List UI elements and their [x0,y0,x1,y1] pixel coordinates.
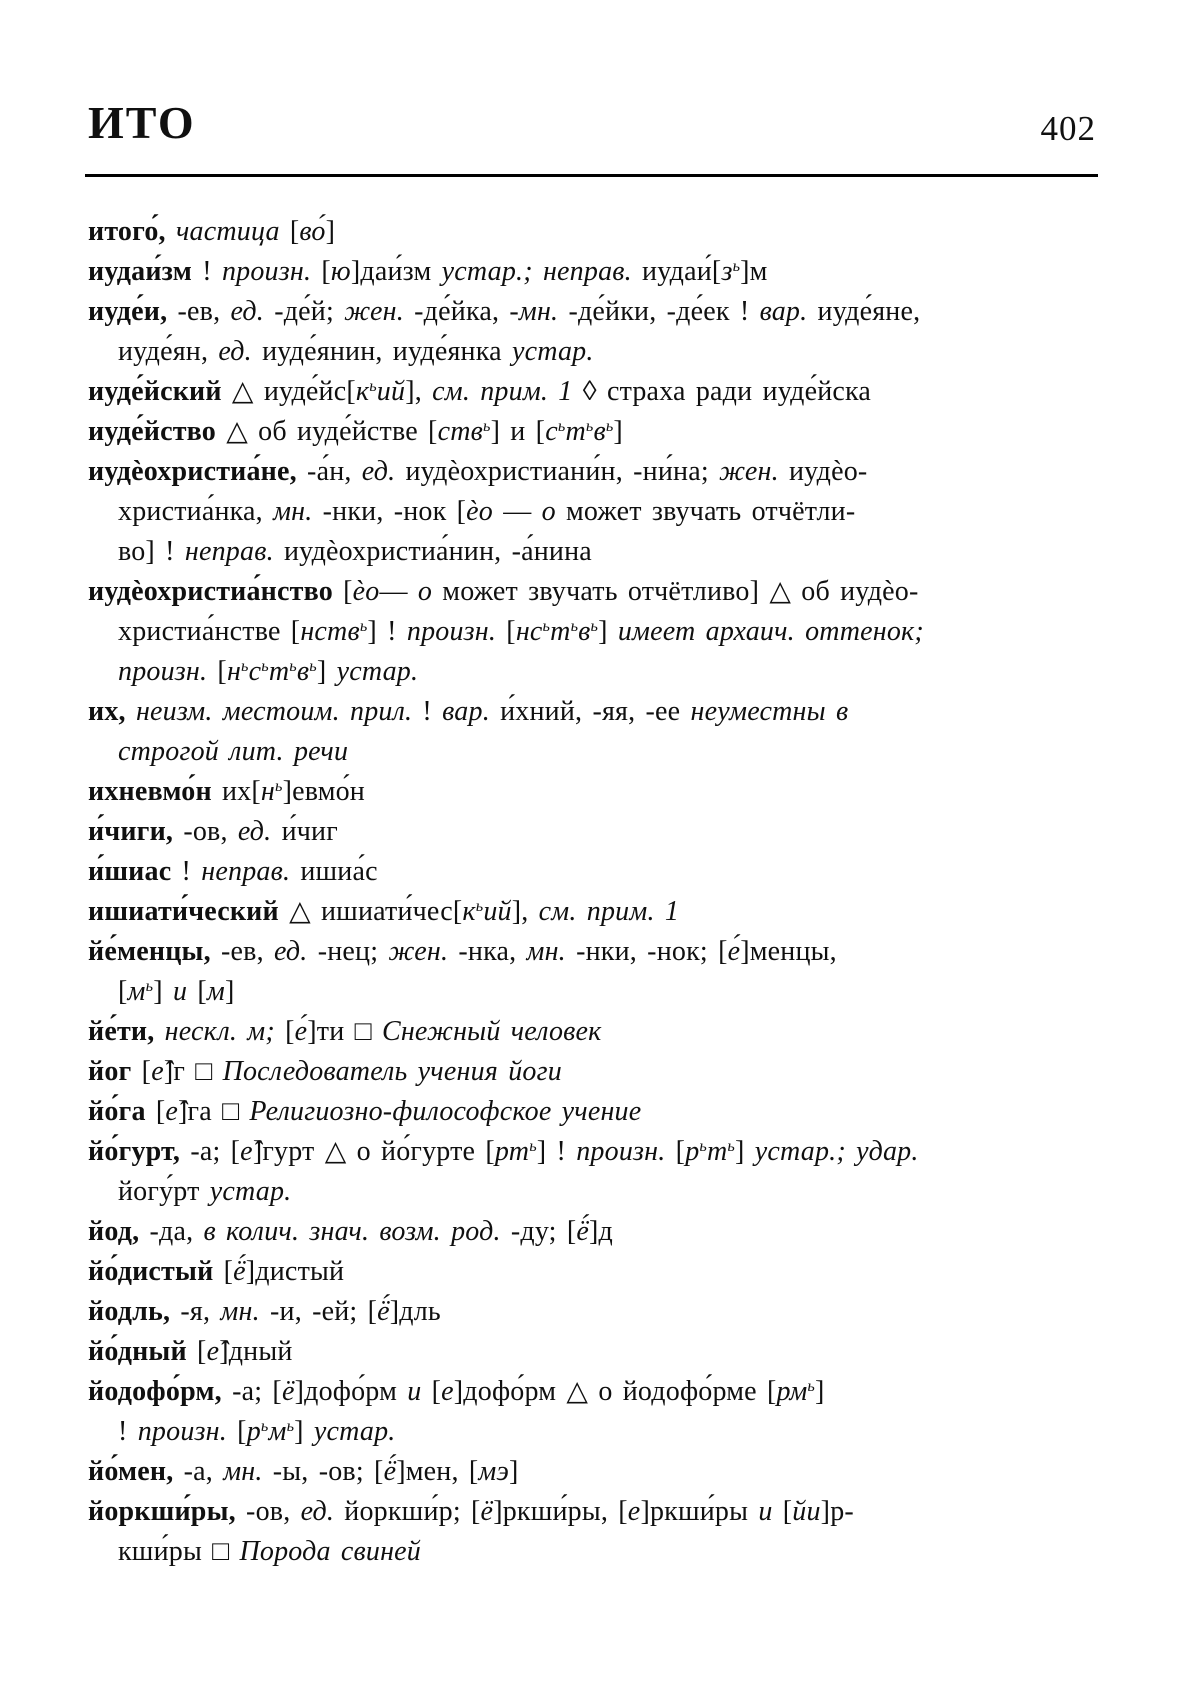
text-segment: ]д [589,1216,614,1247]
text-segment: Порода свиней [239,1536,422,1567]
text-segment: ! [202,256,222,287]
text-segment: в колич. знач. возм. род. [203,1216,511,1247]
text-segment: неправ. [201,856,301,887]
text-segment: ]даи́зм [350,256,442,287]
text-segment: и́чиг [281,816,338,847]
text-segment: [ [421,1376,442,1407]
entry-line [88,692,1108,732]
header-divider-rule [85,174,1098,177]
entry-line [88,492,1108,532]
text-segment: устар.; неправ. [441,256,643,287]
headword: йо́дный [88,1336,198,1367]
text-segment: ь [260,1417,269,1436]
text-segment: в [296,656,310,687]
headword: йе́ти, [88,1016,165,1047]
text-segment: ] ! [367,616,407,647]
text-segment: -а́н, [307,456,362,487]
text-segment: -да, [149,1216,204,1247]
text-segment: -нки, -нок [ [322,496,467,527]
text-segment: [ [772,1496,793,1527]
text-segment: ]дистый [245,1256,345,1287]
text-segment: ! [118,1416,138,1447]
text-segment: неуместны в [690,696,849,727]
text-segment: неправ. [184,536,284,567]
text-segment: т [550,616,571,647]
text-segment: может звучать отчётливо] △ об иудѐо- [432,576,919,607]
entry-line [88,1212,1108,1252]
text-segment: н [260,776,275,807]
entry-line [88,1412,1108,1452]
text-segment: -ов, [183,816,238,847]
text-segment: [ [141,1056,152,1087]
text-segment: строгой лит. речи [118,736,349,767]
text-segment: устар. [209,1176,292,1207]
entry-line [88,212,1108,252]
text-segment: ё́ [377,1296,390,1327]
text-segment: ]мен, [ [396,1456,479,1487]
text-segment: ] и [ [490,416,546,447]
text-segment: р [246,1416,261,1447]
text-segment: [ [217,656,227,687]
text-segment: ! [181,856,202,887]
text-segment: ё́ [576,1216,590,1247]
text-segment: м [127,976,146,1007]
text-segment: -ев, [221,936,274,967]
text-segment: ◊ страха ради иуде́йска [582,376,872,407]
text-segment: во] ! [118,536,185,567]
text-segment: и [407,1376,422,1407]
headword: йо́дистый [88,1256,224,1287]
text-segment: е̂ [165,1096,179,1127]
text-segment: ь [289,657,297,676]
text-segment: -и, -ей; [ [269,1296,378,1327]
text-segment: -нец; [317,936,389,967]
headword: иуде́йский [88,376,232,407]
entry-line [88,1532,1108,1572]
text-segment: произн. [221,256,322,287]
text-segment: ]м [740,256,768,287]
text-segment: см. прим. 1 [432,376,583,407]
entry-line [88,1492,1108,1532]
text-segment: иудѐохристиани́н, -ни́на; [405,456,719,487]
text-segment: е̂ [151,1056,164,1087]
text-segment: ] [316,656,337,687]
text-segment: йогу́рт [118,1176,210,1207]
text-segment: -ев, [177,296,231,327]
text-segment: [ [506,616,516,647]
entry-line [88,412,1108,452]
entry-line [88,1172,1108,1212]
text-segment: △ ишиати́чес[ [289,896,463,927]
text-segment: вар. [759,296,818,327]
text-segment: ед. [218,336,263,367]
page-header [88,97,1096,148]
entry-line [88,772,1108,812]
text-segment: — [379,576,418,607]
text-segment: ий [483,896,512,927]
text-segment: неизм. местоим. прил. [135,696,423,727]
entry-line [88,892,1108,932]
text-segment: иуде́ян, [118,336,219,367]
text-segment: ѐо [466,496,493,527]
text-segment: ] [509,1456,519,1487]
text-segment: мн. [526,936,577,967]
text-segment: устар. [313,1416,396,1447]
headword: йе́менцы, [88,936,221,967]
text-segment: [ [675,1136,686,1167]
entry-line [88,972,1108,1012]
entry-line [88,452,1108,492]
text-segment: -ду; [ [510,1216,577,1247]
headword: йодофо́рм, [88,1376,233,1407]
headword: иуде́и, [88,296,178,327]
text-segment: ]ркши́ры, [ [493,1496,628,1527]
text-segment: ь [475,897,484,916]
text-segment: христиа́нка, [118,496,274,527]
text-segment: -нка, [458,936,527,967]
text-segment: ь [807,1377,816,1396]
text-segment: иудаи́[ [642,256,722,287]
text-segment: йоркши́р; [ [344,1496,481,1527]
text-segment: ё́ [233,1256,246,1287]
text-segment: ]дль [389,1296,441,1327]
text-segment: ь [309,657,317,676]
headword: йог [88,1056,142,1087]
headword: йо́га [88,1096,156,1127]
headword: иуде́йство [88,416,227,447]
text-segment: ]г □ [163,1056,223,1087]
text-segment: нств [300,616,360,647]
headword: йод, [88,1216,150,1247]
text-segment: ]дофо́рм [294,1376,408,1407]
text-segment: н [226,656,242,687]
text-segment: е́ [727,936,741,967]
text-segment: иуде́янин, иуде́янка [262,336,512,367]
text-segment: и́хний, -яя, -ее [500,696,691,727]
text-segment: ь [529,1137,537,1156]
text-segment: ]евмо́н [282,776,365,807]
text-segment: имеет архаич. оттенок; [617,616,924,647]
text-segment: их[ [221,776,261,807]
text-segment: кши́ры □ [118,1536,240,1567]
text-segment: ед. [237,816,282,847]
entry-line [88,532,1108,572]
entry-line [88,1452,1108,1492]
text-segment: ] [153,976,173,1007]
text-segment: ё́ [383,1456,397,1487]
text-segment: Религиозно-философское учение [249,1096,642,1127]
entry-line [88,572,1108,612]
headword: ихневмо́н [88,776,222,807]
text-segment: с [248,656,262,687]
headword: йодль, [88,1296,181,1327]
text-segment: иудѐохристиа́нин, -а́нина [283,536,592,567]
text-segment: е̂ [240,1136,253,1167]
text-segment: ь [286,1417,295,1436]
text-segment: жен. [388,936,459,967]
text-segment: ь [727,1137,735,1156]
text-segment: нескл. м; [164,1016,286,1047]
text-segment: мн. [273,496,323,527]
text-segment: е́ [294,1016,308,1047]
text-segment: устар.; удар. [754,1136,919,1167]
text-segment: [ [187,976,207,1007]
text-segment: ь [261,657,269,676]
entry-line [88,372,1108,412]
entry-line [88,1372,1108,1412]
text-segment: ь [359,617,368,636]
text-segment: -а, [183,1456,224,1487]
entries [88,212,1108,1572]
text-segment: ѐо [352,576,380,607]
text-segment: в [593,416,606,447]
text-segment: ю [330,256,351,287]
text-segment: в [578,616,591,647]
headword: и́чиги, [88,816,184,847]
text-segment: Снежный человек [381,1016,602,1047]
entry-line [88,732,1108,772]
text-segment: [ [118,976,128,1007]
text-segment: к [462,896,476,927]
text-segment: рт [494,1136,530,1167]
text-segment: ь [145,977,154,996]
text-segment: йи [792,1496,821,1527]
text-segment: [ [321,256,331,287]
text-segment: ь [369,377,377,396]
text-segment: -ы, -ов; [ [272,1456,384,1487]
text-segment: е [627,1496,641,1527]
entry-line [88,332,1108,372]
text-segment: ь [275,777,283,796]
text-segment: ] [224,976,235,1007]
text-segment: ё [480,1496,494,1527]
text-segment: жен. [344,296,415,327]
text-segment: ь [482,417,491,436]
text-segment: во́ [299,216,326,247]
text-segment: Последователь учения йоги [222,1056,562,1087]
text-segment: е [441,1376,454,1407]
text-segment: -де́й; [274,296,345,327]
text-segment: -я, [180,1296,221,1327]
text-segment: [ [343,576,353,607]
text-segment: устар. [511,336,594,367]
text-segment: ед. [230,296,275,327]
text-segment: р [685,1136,700,1167]
text-segment: мн. [223,1456,273,1487]
headword: итого́, [88,216,176,247]
entry-line [88,612,1108,652]
headword: ишиати́ческий [88,896,290,927]
text-segment: ]р- [820,1496,854,1527]
text-segment: произн. [406,616,507,647]
headword: иудаи́зм [88,256,203,287]
text-segment: е̂ [206,1336,220,1367]
text-segment: христиа́нстве [ [118,616,301,647]
text-segment: △ иуде́йс[ [231,376,356,407]
text-segment: ] [325,216,336,247]
text-segment: ь [542,617,551,636]
text-segment: вар. [442,696,501,727]
entry-line [88,1132,1108,1172]
headword: йоркши́ры, [88,1496,247,1527]
text-segment: ]ркши́ры [640,1496,759,1527]
text-segment: ]гурт △ о йо́гурте [ [252,1136,495,1167]
text-segment: произн. [118,656,218,687]
entry-line [88,292,1108,332]
running-head-keyword: ИТО [88,97,196,148]
text-segment: ], [511,896,539,927]
text-segment: о [541,496,556,527]
text-segment: ], [405,376,433,407]
entry-line [88,1332,1108,1372]
text-segment: ед. [300,1496,345,1527]
text-segment: о [417,576,433,607]
text-segment: мн. [518,296,569,327]
text-segment: ь [241,657,249,676]
text-segment: ь [732,257,741,276]
text-segment: мн. [220,1296,270,1327]
text-segment: рм [776,1376,808,1407]
text-segment: -де́йка, - [414,296,519,327]
text-segment: частица [175,216,290,247]
headword: их, [88,696,136,727]
text-segment: [ [155,1096,166,1127]
text-segment: с [545,416,558,447]
text-segment: ]га □ [178,1096,250,1127]
text-segment: т [706,1136,728,1167]
text-segment: произн. [137,1416,238,1447]
text-segment: з [721,256,733,287]
entry-line [88,1012,1108,1052]
headword: и́шиас [88,856,182,887]
text-segment: ств [437,416,483,447]
text-segment: [ [223,1256,234,1287]
text-segment: ] [294,1416,314,1447]
text-segment: может звучать отчётли- [555,496,856,527]
text-segment: ишиа́с [300,856,378,887]
text-segment: произн. [576,1136,676,1167]
headword: йо́гурт, [88,1136,191,1167]
text-segment: ед. [361,456,406,487]
text-segment: ь [557,417,566,436]
text-segment: иудѐо- [789,456,868,487]
text-segment: жен. [719,456,789,487]
text-segment: т [268,656,290,687]
text-segment: ]дофо́рм △ о йодофо́рме [ [453,1376,777,1407]
text-segment: м [268,1416,287,1447]
text-segment: ] [735,1136,755,1167]
headword: иудѐохристиа́не, [88,456,308,487]
text-segment: устар. [336,656,419,687]
text-segment: ь [570,617,579,636]
text-segment: ] [613,416,623,447]
text-segment: ] ! [536,1136,577,1167]
entry-line [88,932,1108,972]
text-segment: иуде́яне, [817,296,921,327]
entry-line [88,852,1108,892]
text-segment: ё [281,1376,295,1407]
text-segment: ь [585,417,594,436]
text-segment: и [172,976,188,1007]
entry-line [88,652,1108,692]
text-segment: ь [699,1137,707,1156]
entry-line [88,812,1108,852]
text-segment: -ов, [246,1496,301,1527]
text-segment: т [565,416,586,447]
text-segment: ! [422,696,443,727]
text-segment: [ [197,1336,207,1367]
text-segment: см. прим. 1 [538,896,680,927]
text-segment: ]менцы, [740,936,837,967]
entry-line [88,1092,1108,1132]
text-segment: ] [598,616,618,647]
entry-line [88,1252,1108,1292]
text-segment: и [758,1496,773,1527]
text-segment: м [206,976,225,1007]
text-segment: ий [376,376,406,407]
text-segment: -нки, -нок; [ [576,936,728,967]
text-segment: ]дный [219,1336,293,1367]
text-segment: ь [605,417,614,436]
text-segment: -а; [ [232,1376,282,1407]
entry-line [88,1292,1108,1332]
text-segment: — [493,496,542,527]
entry-line [88,1052,1108,1092]
headword: иудѐохристиа́нство [88,576,344,607]
text-segment: ед. [273,936,318,967]
text-segment: -а; [ [190,1136,241,1167]
entry-line [88,252,1108,292]
text-segment: △ об иуде́йстве [ [226,416,438,447]
text-segment: ь [590,617,599,636]
text-segment: нс [515,616,543,647]
headword: йо́мен, [88,1456,184,1487]
text-segment: ] [815,1376,825,1407]
text-segment: [ [237,1416,247,1447]
text-segment: [ [289,216,300,247]
page-number: 402 [1040,109,1096,148]
text-segment: [ [285,1016,295,1047]
text-segment: -де́йки, -де́ек ! [568,296,760,327]
text-segment: ]ти □ [307,1016,382,1047]
text-segment: к [355,376,370,407]
text-segment: мэ [478,1456,510,1487]
